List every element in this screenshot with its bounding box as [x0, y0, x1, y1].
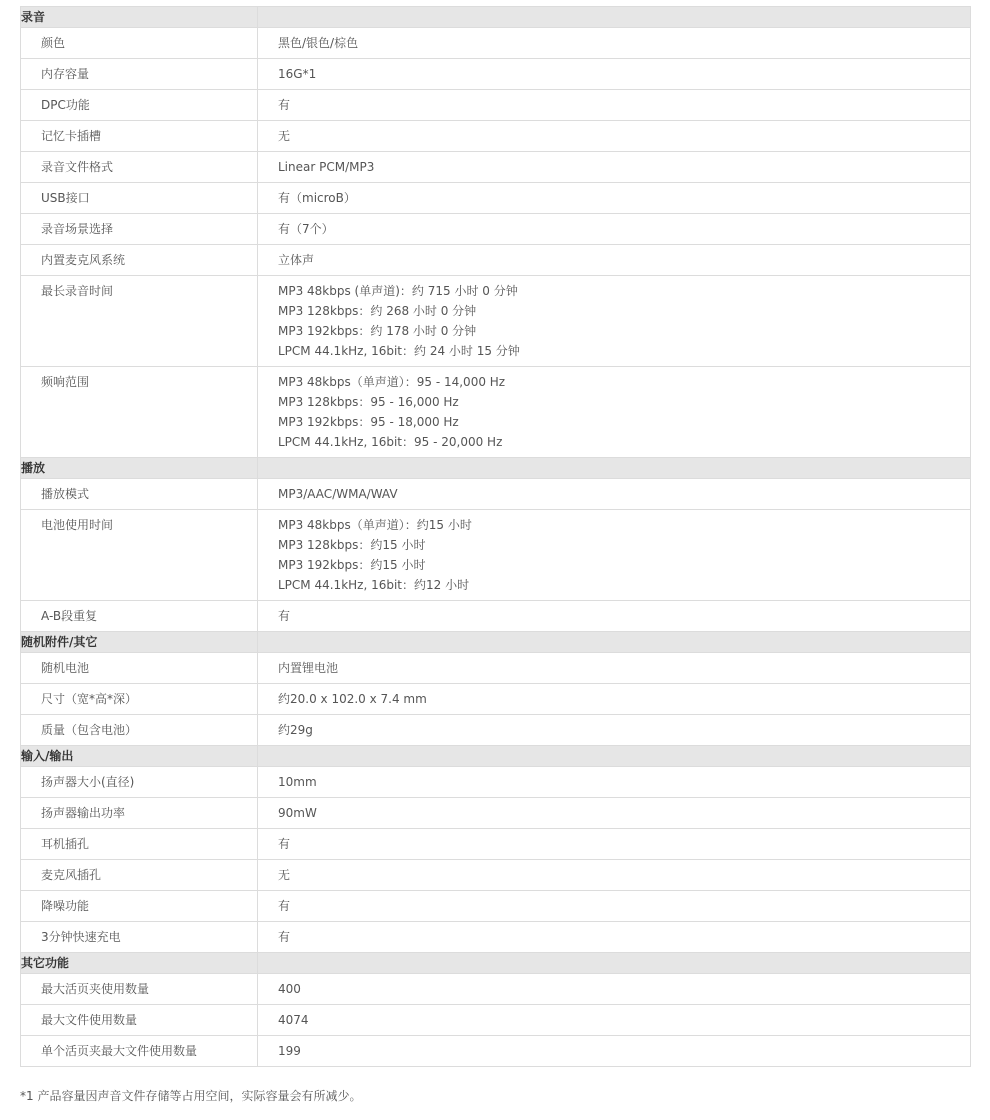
spec-value-line: 无: [278, 868, 291, 882]
spec-value-line: LPCM 44.1kHz, 16bit：约 24 小时 15 分钟: [278, 344, 520, 358]
spec-value-line: 有: [278, 930, 291, 944]
spec-label: 内置麦克风系统: [21, 245, 258, 276]
section-header-blank: [258, 632, 971, 653]
spec-value: [258, 922, 971, 953]
section-header-blank: [258, 458, 971, 479]
spec-value: [258, 974, 971, 1005]
spec-label: USB接口: [21, 183, 258, 214]
spec-label: 最大文件使用数量: [21, 1005, 258, 1036]
spec-row: [21, 922, 971, 953]
spec-value: [258, 245, 971, 276]
spec-label: 录音文件格式: [21, 152, 258, 183]
spec-value: [258, 367, 971, 458]
spec-row: [21, 214, 971, 245]
spec-value-line: LPCM 44.1kHz, 16bit：95 - 20,000 Hz: [278, 435, 503, 449]
spec-label: 播放模式: [21, 479, 258, 510]
spec-value-line: MP3 192kbps：约 178 小时 0 分钟: [278, 324, 477, 338]
spec-value: [258, 90, 971, 121]
section-title: 输入/输出: [21, 746, 258, 767]
spec-value-line: Linear PCM/MP3: [278, 160, 375, 174]
spec-value-line: 有: [278, 98, 291, 112]
spec-value: [258, 183, 971, 214]
spec-label: 录音场景选择: [21, 214, 258, 245]
spec-value: [258, 829, 971, 860]
spec-value: [258, 653, 971, 684]
spec-value-line: 有（7个）: [278, 222, 334, 236]
spec-row: [21, 829, 971, 860]
spec-value-line: 无: [278, 129, 291, 143]
spec-value: [258, 715, 971, 746]
spec-row: [21, 510, 971, 601]
spec-value-line: 90mW: [278, 806, 317, 820]
spec-value-line: LPCM 44.1kHz, 16bit：约12 小时: [278, 578, 470, 592]
spec-row: [21, 245, 971, 276]
spec-row: [21, 860, 971, 891]
spec-value: [258, 860, 971, 891]
spec-label: 单个活页夹最大文件使用数量: [21, 1036, 258, 1067]
spec-row: [21, 90, 971, 121]
spec-label: 电池使用时间: [21, 510, 258, 601]
spec-value: [258, 510, 971, 601]
spec-value-line: 400: [278, 982, 301, 996]
spec-value-line: 约29g: [278, 723, 313, 737]
spec-label: 最大活页夹使用数量: [21, 974, 258, 1005]
section-title: 播放: [21, 458, 258, 479]
spec-value-line: MP3 192kbps：约15 小时: [278, 558, 426, 572]
spec-value-line: MP3 48kbps（单声道）：约15 小时: [278, 518, 472, 532]
spec-row: [21, 183, 971, 214]
section-title: 随机附件/其它: [21, 632, 258, 653]
section-header-row: [21, 953, 971, 974]
spec-row: [21, 28, 971, 59]
spec-row: [21, 276, 971, 367]
spec-value-line: MP3 128kbps：95 - 16,000 Hz: [278, 395, 459, 409]
spec-value: [258, 479, 971, 510]
section-header-row: [21, 632, 971, 653]
spec-value: [258, 59, 971, 90]
spec-row: [21, 367, 971, 458]
spec-label: 最长录音时间: [21, 276, 258, 367]
spec-row: [21, 715, 971, 746]
spec-row: [21, 891, 971, 922]
section-title: 其它功能: [21, 953, 258, 974]
spec-value-line: 有（microB）: [278, 191, 356, 205]
spec-value: [258, 1005, 971, 1036]
spec-row: [21, 798, 971, 829]
spec-value-line: 立体声: [278, 253, 315, 267]
section-header-blank: [258, 746, 971, 767]
spec-value-line: 16G*1: [278, 67, 317, 81]
spec-value: [258, 276, 971, 367]
spec-label: 颜色: [21, 28, 258, 59]
spec-value-line: MP3 128kbps：约15 小时: [278, 538, 426, 552]
spec-value: [258, 798, 971, 829]
section-title: 录音: [21, 7, 258, 28]
spec-label: 3分钟快速充电: [21, 922, 258, 953]
spec-value-line: 约20.0 x 102.0 x 7.4 mm: [278, 692, 427, 706]
spec-value: [258, 28, 971, 59]
spec-label: 麦克风插孔: [21, 860, 258, 891]
spec-table-body: [21, 7, 971, 1067]
spec-value-line: 10mm: [278, 775, 317, 789]
spec-label: 记忆卡插槽: [21, 121, 258, 152]
spec-label: 质量（包含电池）: [21, 715, 258, 746]
spec-label: 扬声器输出功率: [21, 798, 258, 829]
spec-value-line: 4074: [278, 1013, 309, 1027]
spec-label: 耳机插孔: [21, 829, 258, 860]
section-header-row: [21, 746, 971, 767]
spec-row: [21, 121, 971, 152]
spec-row: [21, 1005, 971, 1036]
spec-label: 内存容量: [21, 59, 258, 90]
spec-value: [258, 601, 971, 632]
spec-value-line: MP3/AAC/WMA/WAV: [278, 487, 398, 501]
spec-value-line: 有: [278, 609, 291, 623]
spec-value: [258, 1036, 971, 1067]
section-header-row: [21, 7, 971, 28]
spec-row: [21, 479, 971, 510]
spec-value-line: 黑色/银色/棕色: [278, 36, 359, 50]
spec-label: 降噪功能: [21, 891, 258, 922]
spec-row: [21, 653, 971, 684]
spec-value: [258, 684, 971, 715]
spec-value-line: MP3 48kbps (单声道)：约 715 小时 0 分钟: [278, 284, 518, 298]
spec-value-line: 内置锂电池: [278, 661, 339, 675]
spec-value-line: 有: [278, 899, 291, 913]
section-header-row: [21, 458, 971, 479]
spec-value: [258, 121, 971, 152]
spec-row: [21, 767, 971, 798]
spec-value: [258, 767, 971, 798]
spec-row: [21, 59, 971, 90]
spec-value: [258, 214, 971, 245]
spec-row: [21, 684, 971, 715]
spec-label: 扬声器大小(直径): [21, 767, 258, 798]
section-header-blank: [258, 953, 971, 974]
spec-row: [21, 974, 971, 1005]
spec-row: [21, 1036, 971, 1067]
spec-value: [258, 152, 971, 183]
spec-label: DPC功能: [21, 90, 258, 121]
spec-value: [258, 891, 971, 922]
section-header-blank: [258, 7, 971, 28]
spec-label: 频响范围: [21, 367, 258, 458]
spec-value-line: MP3 128kbps：约 268 小时 0 分钟: [278, 304, 477, 318]
spec-row: [21, 152, 971, 183]
spec-label: A-B段重复: [21, 601, 258, 632]
spec-value-line: MP3 48kbps（单声道）：95 - 14,000 Hz: [278, 375, 506, 389]
footnote: *1 产品容量因声音文件存储等占用空间，实际容量会有所减少。: [20, 1089, 362, 1103]
spec-value-line: MP3 192kbps：95 - 18,000 Hz: [278, 415, 459, 429]
spec-table: [20, 6, 971, 1067]
spec-row: [21, 601, 971, 632]
spec-value-line: 有: [278, 837, 291, 851]
spec-label: 尺寸（宽*高*深）: [21, 684, 258, 715]
spec-label: 随机电池: [21, 653, 258, 684]
spec-value-line: 199: [278, 1044, 301, 1058]
